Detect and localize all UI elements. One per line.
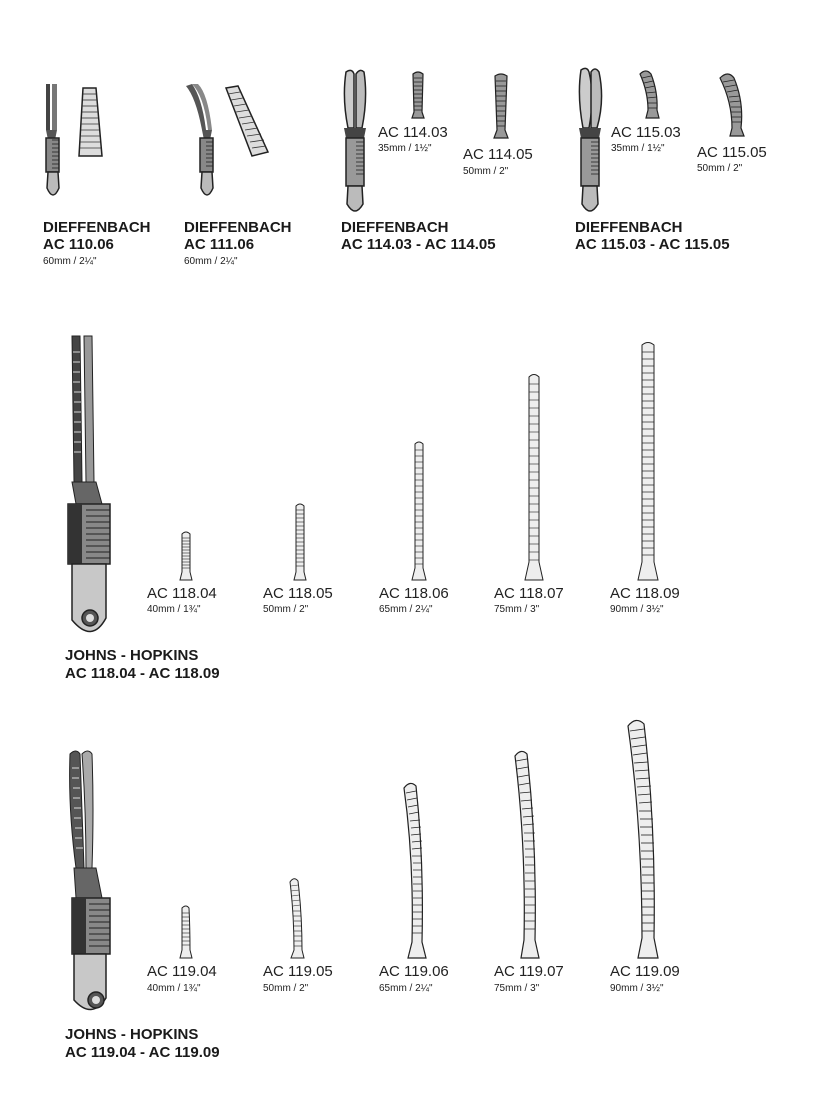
product-name-115: DIEFFENBACH [575, 219, 683, 236]
item-size-118-04: 40mm / 1¾" [147, 604, 201, 615]
product-range-119: AC 119.04 - AC 119.09 [65, 1044, 220, 1061]
item-code-114-03: AC 114.03 [378, 124, 448, 141]
clamp-111-image [180, 80, 275, 210]
item-size-119-05: 50mm / 2" [263, 983, 309, 994]
item-code-118-06: AC 118.06 [379, 585, 449, 602]
insert-119-07-image [511, 748, 545, 960]
insert-118-06-image [410, 440, 428, 582]
item-size-118-06: 65mm / 2¼" [379, 604, 433, 615]
product-name-118: JOHNS - HOPKINS [65, 647, 199, 664]
insert-119-06-image [400, 780, 430, 960]
clamp-119-image [62, 748, 122, 1020]
item-code-118-05: AC 118.05 [263, 585, 333, 602]
clamp-115-image [573, 66, 613, 216]
insert-114-05-image [492, 72, 510, 140]
insert-115-05-image [716, 70, 748, 138]
item-code-119-09: AC 119.09 [610, 963, 680, 980]
item-code-119-05: AC 119.05 [263, 963, 333, 980]
item-code-119-06: AC 119.06 [379, 963, 449, 980]
clamp-110-image [38, 80, 113, 210]
item-size-114-05: 50mm / 2" [463, 166, 509, 177]
item-size-118-09: 90mm / 3½" [610, 604, 664, 615]
insert-118-09-image [636, 340, 660, 582]
product-name-114: DIEFFENBACH [341, 219, 449, 236]
item-size-119-09: 90mm / 3½" [610, 983, 664, 994]
product-range-118: AC 118.04 - AC 118.09 [65, 665, 220, 682]
product-size-111: 60mm / 2¼" [184, 256, 238, 267]
insert-118-05-image [292, 502, 308, 582]
product-range-114: AC 114.03 - AC 114.05 [341, 236, 496, 253]
product-name-119: JOHNS - HOPKINS [65, 1026, 199, 1043]
item-size-114-03: 35mm / 1½" [378, 143, 432, 154]
item-code-115-05: AC 115.05 [697, 144, 767, 161]
insert-118-07-image [523, 372, 545, 582]
item-code-118-04: AC 118.04 [147, 585, 217, 602]
insert-119-09-image [624, 716, 664, 960]
item-size-119-07: 75mm / 3" [494, 983, 540, 994]
product-name-111: DIEFFENBACH [184, 219, 292, 236]
item-code-115-03: AC 115.03 [611, 124, 681, 141]
item-code-118-07: AC 118.07 [494, 585, 564, 602]
product-code-110: AC 110.06 [43, 236, 114, 253]
item-code-119-04: AC 119.04 [147, 963, 217, 980]
insert-115-03-image [636, 68, 662, 120]
product-size-110: 60mm / 2¼" [43, 256, 97, 267]
insert-118-04-image [178, 530, 194, 582]
clamp-118-image [62, 332, 122, 642]
product-code-111: AC 111.06 [184, 236, 255, 253]
item-size-119-04: 40mm / 1¾" [147, 983, 201, 994]
item-code-114-05: AC 114.05 [463, 146, 533, 163]
insert-119-05-image [286, 876, 308, 960]
item-code-118-09: AC 118.09 [610, 585, 680, 602]
clamp-114-image [338, 68, 378, 218]
item-size-118-05: 50mm / 2" [263, 604, 309, 615]
item-code-119-07: AC 119.07 [494, 963, 564, 980]
item-size-119-06: 65mm / 2¼" [379, 983, 433, 994]
item-size-115-05: 50mm / 2" [697, 163, 743, 174]
item-size-118-07: 75mm / 3" [494, 604, 540, 615]
insert-119-04-image [177, 904, 195, 960]
product-name-110: DIEFFENBACH [43, 219, 151, 236]
item-size-115-03: 35mm / 1½" [611, 143, 665, 154]
insert-114-03-image [410, 70, 426, 120]
product-range-115: AC 115.03 - AC 115.05 [575, 236, 730, 253]
